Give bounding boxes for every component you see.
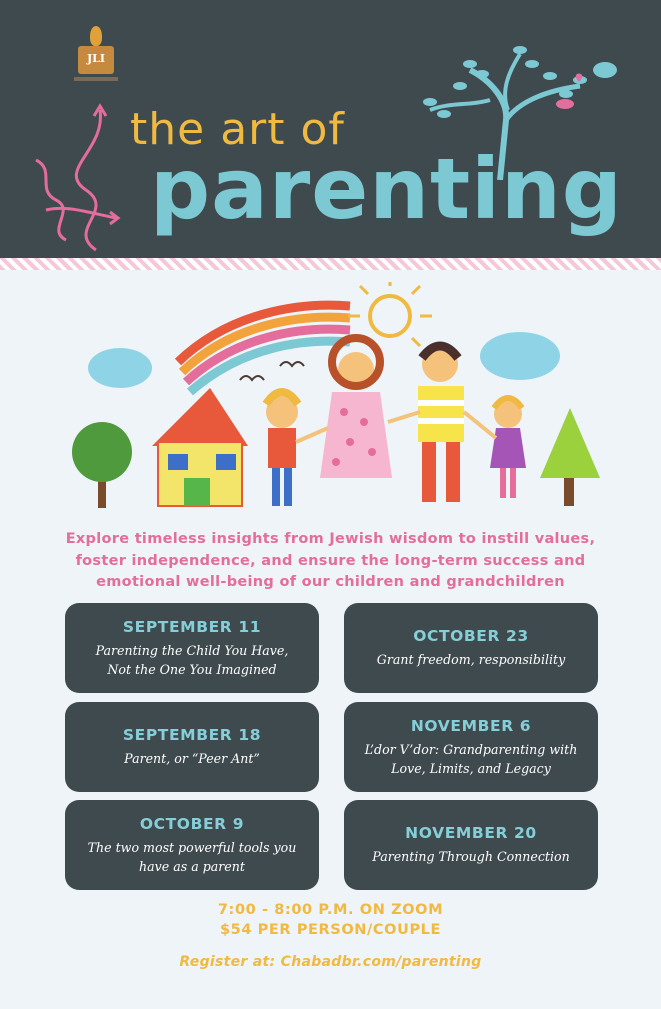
session-date: SEPTEMBER 11 — [122, 617, 262, 636]
description-line-2: foster independence, and ensure the long-term success and — [75, 552, 586, 569]
family-drawing-illustration — [60, 282, 600, 518]
session-topic-line-2: have as a parent — [139, 858, 245, 874]
session-topic-line-2: Love, Limits, and Legacy — [391, 760, 551, 776]
session-card-nov-6 — [344, 702, 598, 792]
squiggle-arrows-icon — [26, 100, 136, 260]
session-topic-line-1: Parenting Through Connection — [372, 849, 570, 864]
session-card-sep-11 — [65, 603, 319, 693]
event-time: 7:00 - 8:00 P.M. ON ZOOM — [217, 902, 444, 918]
session-card-oct-23 — [344, 603, 598, 693]
session-date: OCTOBER 23 — [413, 627, 529, 645]
session-card-sep-18 — [65, 702, 319, 792]
session-topic — [353, 740, 590, 778]
session-date: NOVEMBER 20 — [405, 824, 537, 842]
session-topic-line-1: L’dor V’dor: Grandparenting with — [364, 741, 578, 757]
session-topic — [365, 650, 577, 669]
jli-logo — [74, 22, 118, 86]
session-topic — [76, 838, 309, 876]
session-topic-line-1: Parenting the Child You Have, — [95, 642, 289, 658]
session-card-nov-20 — [344, 800, 598, 890]
event-price: $54 PER PERSON/COUPLE — [219, 922, 442, 938]
title-line-2: parenting — [150, 140, 623, 238]
logo-tagline-bar — [74, 77, 118, 81]
session-topic-line-1: Grant freedom, responsibility — [376, 652, 566, 667]
session-topic-line-1: Parent, or “Peer Ant” — [124, 751, 260, 766]
decorative-stripe — [0, 258, 661, 270]
description-line-1: Explore timeless insights from Jewish wisdom to instill values, — [65, 531, 596, 547]
session-date: OCTOBER 9 — [139, 814, 245, 833]
logo-text: JLI — [86, 52, 106, 65]
registration-link[interactable]: Register at: Chabadbr.com/parenting — [179, 954, 482, 970]
title-line-1: the art of — [130, 104, 345, 155]
session-topic — [360, 847, 581, 866]
session-card-oct-9 — [65, 800, 319, 890]
description-line-3: emotional well-being of our children and grandchildren — [96, 574, 565, 590]
session-topic — [84, 641, 301, 679]
session-topic-line-2: Not the One You Imagined — [107, 661, 277, 677]
header-banner — [0, 0, 661, 258]
session-date: NOVEMBER 6 — [410, 716, 532, 735]
session-topic-line-1: The two most powerful tools you — [87, 839, 297, 855]
description — [40, 529, 621, 594]
torch-flame-icon — [90, 26, 102, 46]
session-topic — [112, 749, 272, 768]
session-date: SEPTEMBER 18 — [122, 726, 262, 744]
